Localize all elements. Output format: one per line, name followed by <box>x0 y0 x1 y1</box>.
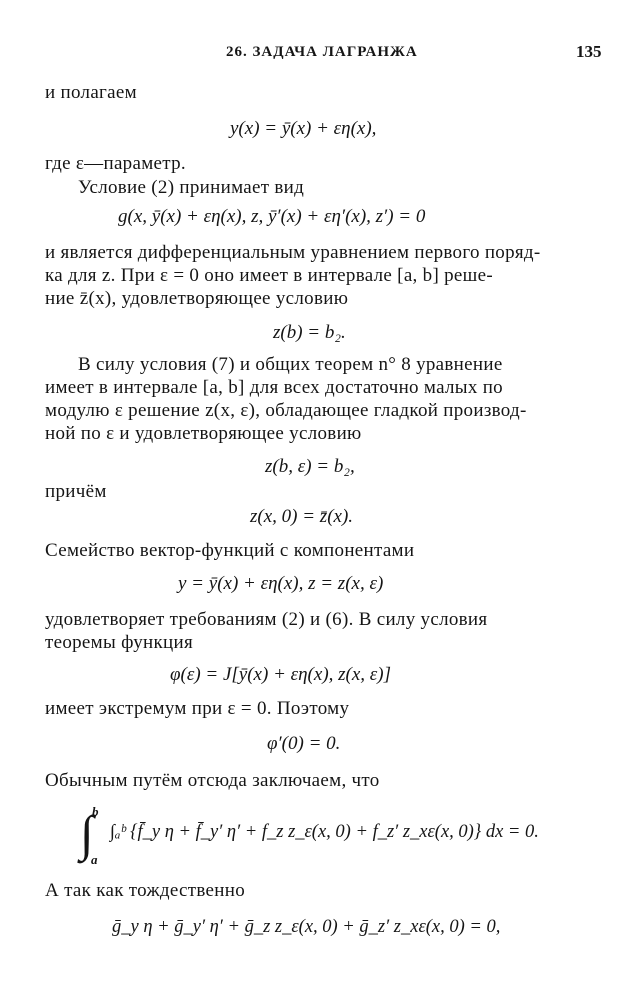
formula-constraint-g: g(x, ȳ(x) + εη(x), z, ȳ′(x) + εη′(x), z′) = 0 <box>118 206 426 227</box>
formula-vector-family: y = ȳ(x) + εη(x), z = z(x, ε) <box>178 573 384 594</box>
text-line: где ε—параметр. <box>45 153 186 174</box>
formula-phi: φ(ε) = J[ȳ(x) + εη(x), z(x, ε)] <box>170 664 392 685</box>
text-line: Обычным путём отсюда заключаем, что <box>45 770 380 791</box>
text-line: имеет экстремум при ε = 0. Поэтому <box>45 698 350 719</box>
text-line: ка для z. При ε = 0 оно имеет в интервале [a, b] реше- <box>45 265 493 286</box>
integral-sign-icon: ∫ <box>80 805 94 861</box>
text-line: и полагаем <box>45 82 137 103</box>
formula-integral: ∫ₐᵇ {f̄_y η + f̄_y′ η′ + f_z z_ε(x, 0) + f_z′ z_xε(x, 0)} dx = 0. <box>110 822 539 842</box>
page-number: 135 <box>576 42 602 61</box>
formula-z-at-zero: z(x, 0) = z̄(x). <box>250 506 354 527</box>
text-line: теоремы функция <box>45 632 194 653</box>
text-line: Условие (2) принимает вид <box>78 177 305 198</box>
formula-boundary-z: z(b) = b₂. <box>273 322 346 343</box>
text-line: ной по ε и удовлетворяющее условию <box>45 423 362 444</box>
text-line: и является дифференциальным уравнением первого поряд- <box>45 242 541 263</box>
text-line: Семейство вектор-функций с компонентами <box>45 540 415 561</box>
running-title: 26. ЗАДАЧА ЛАГРАНЖА <box>226 44 418 60</box>
formula-identity: ḡ_y η + ḡ_y′ η′ + ḡ_z z_ε(x, 0) + ḡ_z′ z_xε(x, 0) = 0, <box>112 917 501 937</box>
text-line: имеет в интервале [a, b] для всех достаточно малых по <box>45 377 503 398</box>
integral-upper-limit: b <box>92 804 99 819</box>
text-line: В силу условия (7) и общих теорем n° 8 уравнение <box>78 354 503 375</box>
formula-y-variation: y(x) = ȳ(x) + εη(x), <box>230 118 377 139</box>
text-line: удовлетворяет требованиям (2) и (6). В силу условия <box>45 609 488 630</box>
text-line: модулю ε решение z(x, ε), обладающее гладкой производ- <box>45 400 527 421</box>
text-line: причём <box>45 481 107 502</box>
text-line: ние z̄(x), удовлетворяющее условию <box>45 288 349 309</box>
text-line: А так как тождественно <box>45 880 246 901</box>
integral-lower-limit: a <box>91 852 98 867</box>
formula-boundary-z-eps: z(b, ε) = b₂, <box>265 456 355 477</box>
formula-phi-derivative: φ′(0) = 0. <box>267 733 341 754</box>
